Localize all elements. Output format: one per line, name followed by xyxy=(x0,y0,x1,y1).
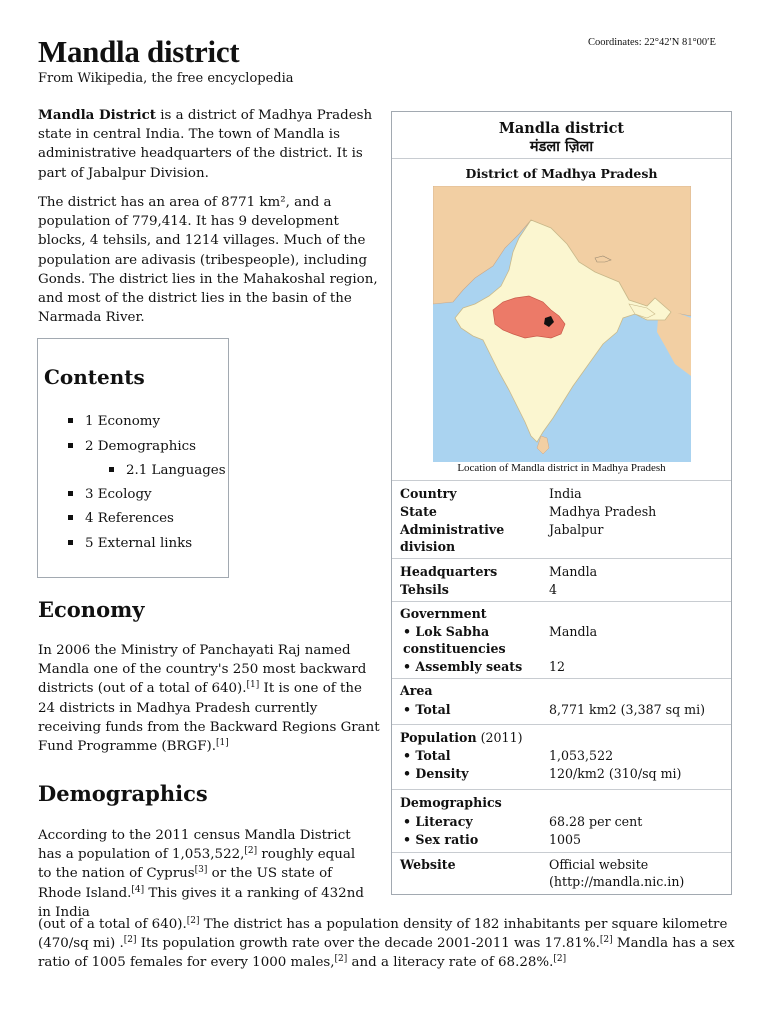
toc-item-demographics[interactable] xyxy=(68,439,196,454)
demo-text: Mandla has a sex xyxy=(612,936,735,952)
toc-item-external-links[interactable] xyxy=(68,536,192,551)
ref-2[interactable]: [2] xyxy=(186,916,200,926)
demo-text: The district has a population density of 182 inhabitants per square kilometre xyxy=(199,917,728,932)
label-country: Country xyxy=(400,486,457,501)
infobox-name: Mandla district xyxy=(498,120,625,137)
label-lok-sabha[interactable]: • Lok Sabha constituencies xyxy=(403,624,506,656)
ref-2[interactable]: [2] xyxy=(244,846,258,857)
toc-item-label: 4 References xyxy=(85,511,174,526)
label-government: Government xyxy=(400,606,487,621)
value-density: 120/km2 (310/sq mi) xyxy=(549,766,682,781)
intro-paragraph-2: The district has an area of 8771 km², and a population of 779,414. It has 9 development blocks, 4 tehsils, and 1214 villages. Much of the population are adivasis (tribespeople), including Gonds. The district lies in the Mahakoshal region, and most of the district lies in the basin of the Narmada River. xyxy=(38,195,378,326)
intro-bold-name: Mandla District xyxy=(38,107,156,123)
value-tehsils: 4 xyxy=(549,582,558,597)
section-heading-economy: Economy xyxy=(38,597,145,622)
demo-text: ratio of 1005 females for every 1000 males, xyxy=(38,955,335,971)
demo-text: and a literacy rate of 68.28%. xyxy=(347,955,554,971)
ref-3[interactable]: [3] xyxy=(194,865,208,876)
demo-text: Its population growth rate over the decade 2001-2011 was 17.81%. xyxy=(136,936,600,952)
toc-item-label: 5 External links xyxy=(85,536,193,551)
toc-item-label: 3 Ecology xyxy=(85,487,152,502)
ref-1b[interactable]: [1] xyxy=(216,738,229,749)
label-headquarters: Headquarters xyxy=(400,564,498,579)
value-population-total: 1,053,522 xyxy=(549,748,614,763)
infobox-divider xyxy=(392,724,731,725)
location-map[interactable] xyxy=(433,186,691,462)
population-label: Population xyxy=(400,730,477,745)
infobox-native-name: मंडला ज़िला xyxy=(529,138,594,155)
intro-paragraph-1 xyxy=(38,106,378,183)
label-literacy: • Literacy xyxy=(403,814,473,829)
page-title: Mandla district xyxy=(38,34,240,69)
bullet-icon xyxy=(68,418,73,423)
value-sex-ratio: 1005 xyxy=(549,832,582,847)
label-assembly-seats: • Assembly seats xyxy=(403,659,523,674)
label-admin-division: Administrative division xyxy=(400,522,505,554)
ref-2[interactable]: [2] xyxy=(123,935,137,946)
bullet-icon xyxy=(68,540,73,545)
toc-item-economy[interactable] xyxy=(68,414,160,429)
label-state: State xyxy=(400,504,437,519)
infobox-map-title: District of Madhya Pradesh xyxy=(465,166,658,181)
infobox-divider xyxy=(392,678,731,679)
ref-4[interactable]: [4] xyxy=(131,884,145,895)
infobox-divider xyxy=(392,789,731,790)
website-link[interactable]: Official website xyxy=(549,857,649,872)
infobox-divider xyxy=(392,852,731,853)
value-headquarters[interactable]: Mandla xyxy=(549,564,598,579)
demo-text: (out of a total of 640). xyxy=(38,917,187,932)
value-area-total: 8,771 km2 (3,387 sq mi) xyxy=(549,702,706,717)
value-lok-sabha[interactable]: Mandla xyxy=(549,624,598,639)
toc-item-ecology[interactable] xyxy=(68,487,152,502)
map-caption: Location of Mandla district in Madhya Pradesh xyxy=(457,462,666,474)
label-sex-ratio: • Sex ratio xyxy=(403,832,479,847)
value-state[interactable]: Madhya Pradesh xyxy=(549,504,657,519)
label-area: Area xyxy=(400,683,433,698)
intro-text: is a district of Madhya Pradesh state in central India. The town of Mandla is administrative headquarters of the district. It is part of Jabalpur Division. xyxy=(38,108,373,181)
website-url: (http://mandla.nic.in) xyxy=(549,873,685,889)
infobox-divider xyxy=(392,601,731,602)
toc-item-references[interactable] xyxy=(68,511,174,526)
label-tehsils: Tehsils xyxy=(400,582,449,597)
bullet-icon xyxy=(109,467,114,472)
bullet-icon xyxy=(68,515,73,520)
infobox xyxy=(391,111,732,895)
demo-text: According to the 2011 census Mandla District has a population of 1,053,522, xyxy=(38,828,351,863)
toc-item-languages[interactable] xyxy=(109,463,226,478)
ref-2[interactable]: [2] xyxy=(334,954,348,965)
demo-text: or the US state of Rhode Island. xyxy=(38,866,333,901)
coordinates[interactable]: Coordinates: 22°42′N 81°00′E xyxy=(588,37,716,48)
population-year: (2011) xyxy=(476,730,523,745)
toc-item-label: 2.1 Languages xyxy=(126,463,226,478)
toc-title: Contents xyxy=(44,365,145,389)
ref-2[interactable]: [2] xyxy=(553,954,567,965)
infobox-divider xyxy=(392,558,731,559)
label-density: • Density xyxy=(403,766,469,781)
infobox-title xyxy=(392,120,731,156)
section-heading-demographics: Demographics xyxy=(38,781,208,806)
economy-paragraph xyxy=(38,641,380,756)
economy-text-b: It is one of the 24 districts in Madhya Pradesh currently receiving funds from the Backward Regions Grant Fund Programme (BRGF). xyxy=(38,681,380,755)
label-population xyxy=(400,730,560,747)
ref-1[interactable]: [1] xyxy=(246,680,260,691)
table-of-contents xyxy=(37,338,229,578)
toc-item-label: 2 Demographics xyxy=(85,439,197,454)
toc-item-label: 1 Economy xyxy=(85,414,161,429)
page-subtitle: From Wikipedia, the free encyclopedia xyxy=(38,71,294,86)
label-area-total: • Total xyxy=(403,702,451,717)
bullet-icon xyxy=(68,491,73,496)
label-demographics: Demographics xyxy=(400,795,502,810)
economy-text-a: In 2006 the Ministry of Panchayati Raj named Mandla one of the country's 250 most backward districts (out of a total of 640). xyxy=(38,643,367,697)
demo-text: roughly equal to the nation of Cyprus xyxy=(38,847,356,882)
value-assembly-seats: 12 xyxy=(549,659,566,674)
infobox-divider xyxy=(392,158,731,159)
value-country[interactable]: India xyxy=(549,486,582,501)
label-website: Website xyxy=(400,857,456,872)
demo-text: This gives it a ranking of 432nd in India xyxy=(38,885,364,920)
demographics-paragraph-part1 xyxy=(38,826,370,922)
value-literacy: 68.28 per cent xyxy=(549,814,643,829)
infobox-divider xyxy=(392,480,731,481)
demographics-paragraph-part2 xyxy=(38,915,758,973)
bullet-icon xyxy=(68,443,73,448)
value-admin-division[interactable]: Jabalpur xyxy=(549,522,604,537)
ref-2[interactable]: [2] xyxy=(599,935,613,946)
label-population-total: • Total xyxy=(403,748,451,763)
value-website[interactable] xyxy=(549,857,729,890)
demo-text: (470/sq mi) . xyxy=(38,936,124,952)
